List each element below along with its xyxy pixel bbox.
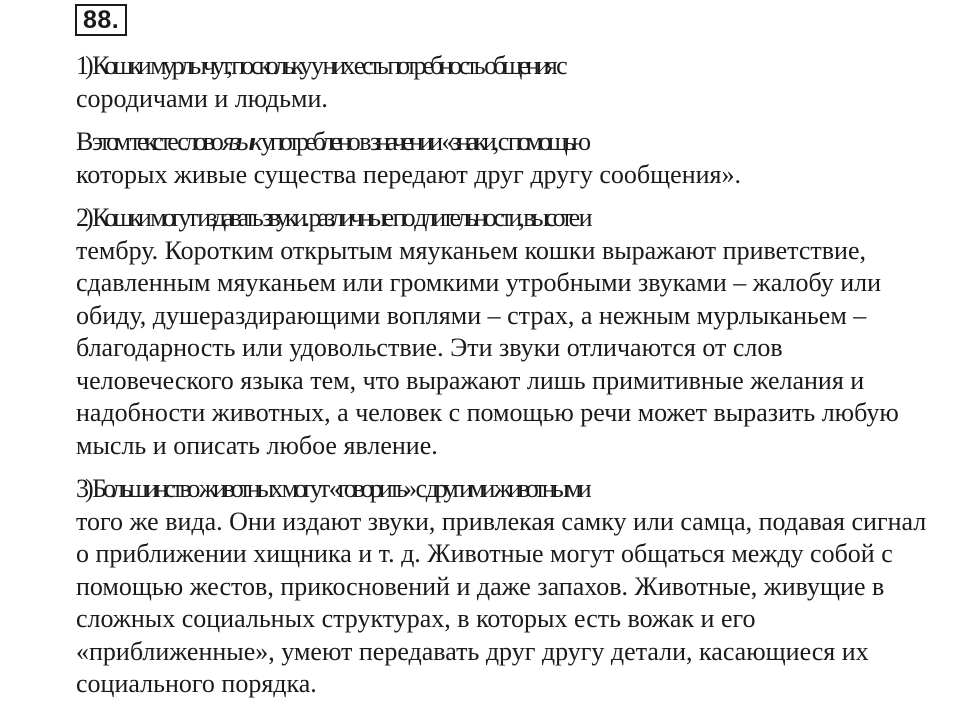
paragraph-3	[4, 202, 956, 462]
text-line: о приближении хищника и т. д. Животные могут общаться между собой с	[76, 539, 893, 568]
text-line: социального порядка.	[76, 669, 317, 698]
text-line: того же вида. Они издают звуки, привлекая самку или самца, подавая сигнал	[76, 506, 927, 536]
text-line: сложных социальных структурах, в которых есть вожак и его	[76, 604, 756, 633]
text-fragment: В этом тексте слово	[76, 127, 223, 156]
text-line: помощью жестов, прикосновений и даже запахов. Животные, живущие в	[76, 571, 885, 601]
text-line: сородичами и людьми.	[76, 83, 328, 113]
text-line: «приближенные», умеют передавать друг другу детали, касающиеся их	[76, 636, 869, 666]
text-line: которых живые существа передают друг другу сообщения».	[76, 159, 741, 189]
text-line: обиду, душераздирающими воплями – страх, а нежным мурлыканьем –	[76, 300, 867, 330]
text-line: мысль и описать любое явление.	[76, 430, 438, 460]
italic-word: язык	[222, 127, 259, 156]
text-line: 3) Большинство животных могут «говорить» с другими животными	[76, 474, 588, 503]
paragraph-4	[4, 473, 956, 701]
text-line: 2) Кошки могут издавать звуки. различные по длительности, высоте и	[76, 203, 589, 232]
text-line: сдавленным мяуканьем или громкими утробными звуками – жалобу или	[76, 268, 882, 297]
exercise-number-box: 88.	[75, 4, 127, 36]
text-line: надобности животных, а человек с помощью речи может выразить любую	[76, 398, 899, 427]
text-fragment: употреблено в значении «знаки, с помощью	[258, 127, 588, 156]
paragraph-2	[4, 126, 956, 191]
text-line: 1) Кошки мурлычут, поскольку у них есть потребность общения с	[76, 51, 564, 80]
exercise-text	[4, 50, 956, 701]
text-line	[4, 126, 956, 159]
paragraph-1	[4, 50, 956, 115]
text-line: благодарность или удовольствие. Эти звуки отличаются от слов	[76, 333, 783, 362]
text-line: человеческого языка тем, что выражают лишь примитивные желания и	[76, 365, 865, 395]
text-line: тембру. Коротким открытым мяуканьем кошки выражают приветствие,	[76, 235, 866, 265]
